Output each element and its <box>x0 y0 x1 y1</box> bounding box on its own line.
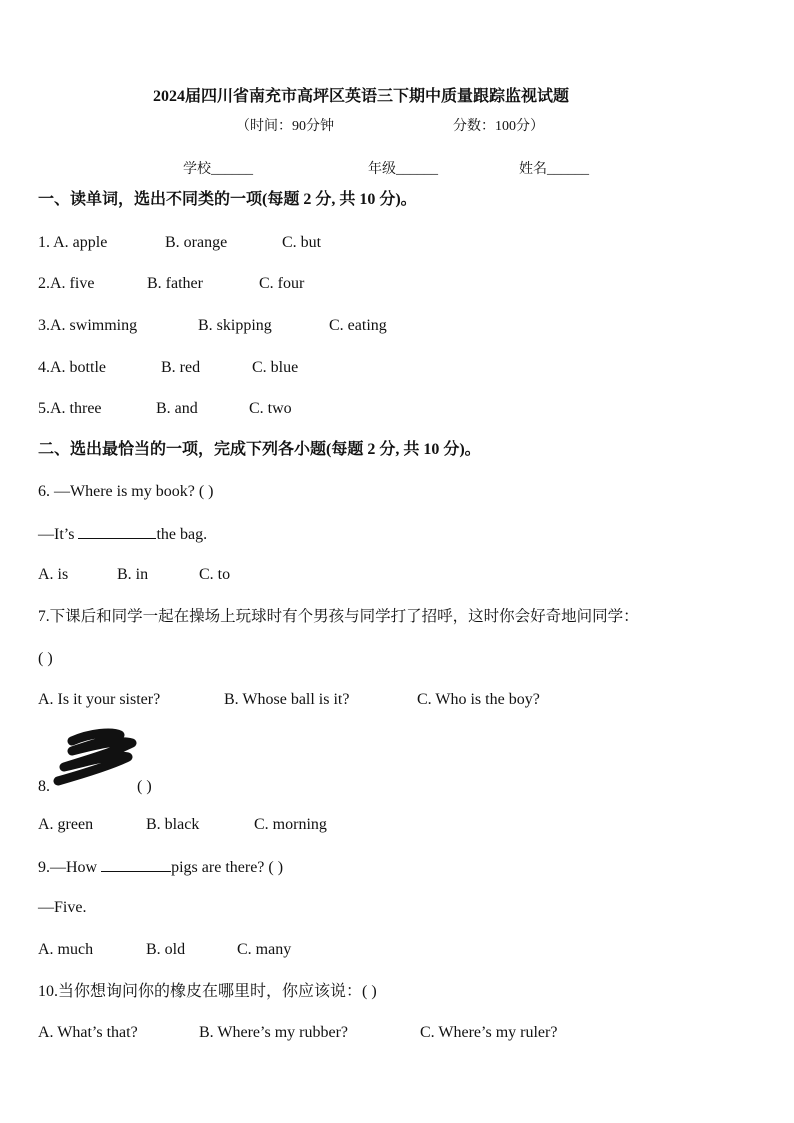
q9-blank <box>101 857 171 872</box>
q6-option-b: B. in <box>117 566 149 583</box>
q1-option-b: B. orange <box>165 234 228 251</box>
q7-option-c: C. Who is the boy? <box>417 691 540 708</box>
section1-heading: 一、读单词，选出不同类的一项(每题 2 分, 共 10 分)。 <box>38 191 417 208</box>
q9-stem <box>38 857 283 878</box>
q4-option-c: C. blue <box>252 359 299 376</box>
q8-option-b: B. black <box>146 816 200 833</box>
q7-stem: 7.下课后和同学一起在操场上玩球时有个男孩与同学打了招呼，这时你会好奇地问同学： <box>38 608 639 625</box>
q9-option-c: C. many <box>237 941 292 958</box>
q6-option-c: C. to <box>199 566 231 583</box>
q7-paren: ( ) <box>38 650 53 667</box>
q9-answer: —Five. <box>38 899 87 916</box>
name-field: 姓名______ <box>519 162 589 177</box>
q9-stem-start: 9.—How <box>38 859 102 876</box>
q3-option-b: B. skipping <box>198 317 272 334</box>
q6-stem: 6. —Where is my book? ( ) <box>38 483 214 500</box>
q2-option-b: B. father <box>147 275 203 292</box>
q10-stem: 10.当你想询问你的橡皮在哪里时，你应该说：( ) <box>38 983 377 1000</box>
q1-option-a: 1. A. apple <box>38 234 108 251</box>
q5-option-a: 5.A. three <box>38 400 102 417</box>
scribble-image <box>50 727 140 787</box>
q6-response <box>38 524 207 545</box>
q10-option-a: A. What’s that? <box>38 1024 138 1041</box>
q10-option-b: B. Where’s my rubber? <box>199 1024 348 1041</box>
q4-option-a: 4.A. bottle <box>38 359 106 376</box>
q5-option-c: C. two <box>249 400 292 417</box>
q6-option-a: A. is <box>38 566 69 583</box>
school-field: 学校______ <box>183 162 253 177</box>
q3-option-a: 3.A. swimming <box>38 317 138 334</box>
q8-option-a: A. green <box>38 816 94 833</box>
q7-option-b: B. Whose ball is it? <box>224 691 350 708</box>
q6-blank <box>78 524 156 539</box>
q5-option-b: B. and <box>156 400 198 417</box>
exam-time: （时间：90分钟 <box>236 119 334 134</box>
q1-option-c: C. but <box>282 234 322 251</box>
q9-option-a: A. much <box>38 941 94 958</box>
grade-field: 年级______ <box>368 162 438 177</box>
q2-option-a: 2.A. five <box>38 275 95 292</box>
q9-stem-end: pigs are there? ( ) <box>171 859 284 876</box>
q7-option-a: A. Is it your sister? <box>38 691 161 708</box>
q8-number: 8. <box>38 778 50 795</box>
q9-option-b: B. old <box>146 941 186 958</box>
q4-option-b: B. red <box>161 359 201 376</box>
q8-option-c: C. morning <box>254 816 327 833</box>
q8-paren: ( ) <box>137 778 152 795</box>
page-title: 2024届四川省南充市高坪区英语三下期中质量跟踪监视试题 <box>153 88 570 105</box>
q6-response-end: the bag. <box>156 526 208 543</box>
q10-option-c: C. Where’s my ruler? <box>420 1024 558 1041</box>
q2-option-c: C. four <box>259 275 305 292</box>
q6-response-start: —It’s <box>38 526 79 543</box>
exam-score: 分数：100分） <box>453 119 544 134</box>
section2-heading: 二、选出最恰当的一项，完成下列各小题(每题 2 分, 共 10 分)。 <box>38 441 481 458</box>
q3-option-c: C. eating <box>329 317 387 334</box>
